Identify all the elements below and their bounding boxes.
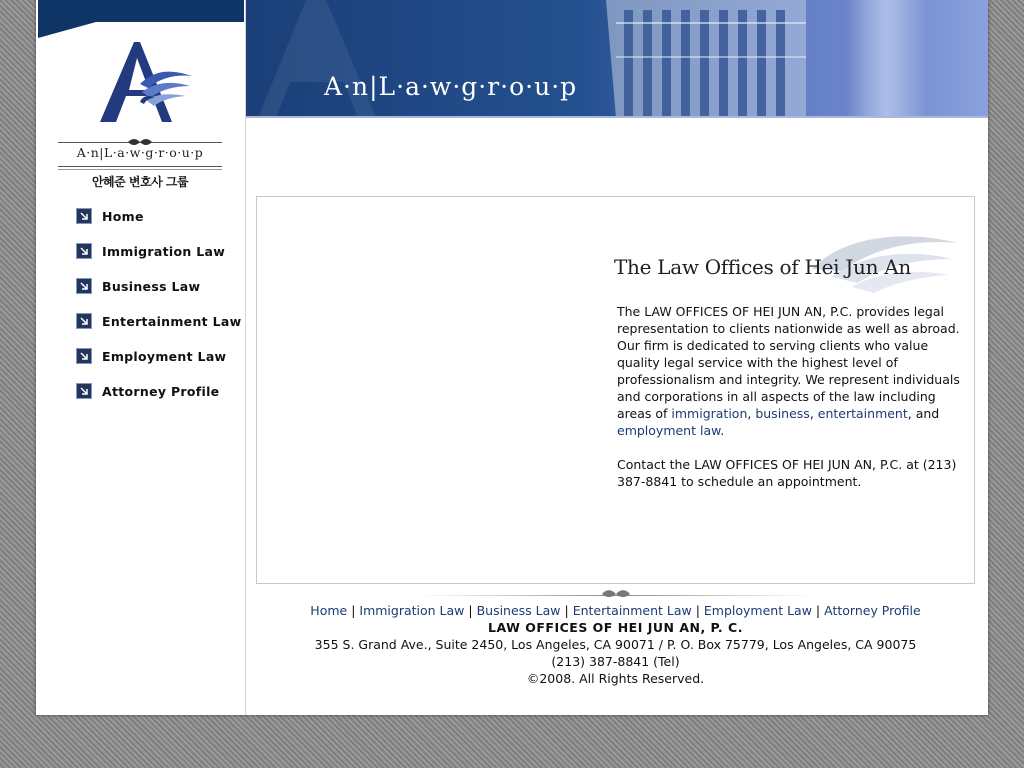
- sidebar-wordmark: [58, 138, 222, 172]
- footer-nav: [256, 602, 975, 619]
- footer-link-home[interactable]: Home: [310, 603, 348, 618]
- sidebar-item-label: Home: [102, 208, 144, 224]
- footer-ornament: [416, 588, 816, 600]
- arrow-box-icon: [76, 348, 92, 364]
- footer: [256, 602, 975, 687]
- sidebar-item-immigration-law[interactable]: [76, 241, 225, 261]
- header-banner: [246, 0, 988, 118]
- contact-paragraph: Contact the LAW OFFICES OF HEI JUN AN, P.C. at (213) 387-8841 to schedule an appointment.: [617, 457, 957, 489]
- sidebar-item-business-law[interactable]: [76, 276, 200, 296]
- sidebar-item-label: Entertainment Law: [102, 313, 242, 329]
- sidebar: [36, 0, 246, 715]
- arrow-box-icon: [76, 383, 92, 399]
- sep-comma: ,: [747, 406, 756, 421]
- arrow-box-icon: [76, 313, 92, 329]
- footer-link-immigration-law[interactable]: Immigration Law: [359, 603, 465, 618]
- sidebar-item-label: Immigration Law: [102, 243, 226, 259]
- footer-separator: |: [811, 603, 825, 618]
- sidebar-item-label: Employment Law: [102, 348, 227, 364]
- footer-address: 355 S. Grand Ave., Suite 2450, Los Angeles, CA 90071 / P. O. Box 75779, Los Angeles, CA 90075: [314, 637, 917, 652]
- period: .: [720, 423, 725, 438]
- banner-wordmark: A·n|L·a·w·g·r·o·u·p: [324, 72, 578, 101]
- sidebar-item-entertainment-law[interactable]: [76, 311, 241, 331]
- sidebar-wordmark-text: A·n|L·a·w·g·r·o·u·p: [76, 145, 204, 160]
- sidebar-item-label: Business Law: [102, 278, 201, 294]
- footer-link-entertainment-law[interactable]: Entertainment Law: [572, 603, 692, 618]
- sidebar-top-band: [38, 0, 244, 38]
- sidebar-item-home[interactable]: [76, 206, 144, 226]
- arrow-box-icon: [76, 243, 92, 259]
- footer-link-business-law[interactable]: Business Law: [476, 603, 561, 618]
- sidebar-item-attorney-profile[interactable]: [76, 381, 219, 401]
- page-title: The Law Offices of Hei Jun An: [614, 255, 911, 279]
- footer-separator: |: [464, 603, 477, 618]
- intro-paragraph: [617, 303, 969, 439]
- sep-comma: ,: [809, 406, 818, 421]
- main-content-box: [256, 196, 975, 584]
- sidebar-item-label: Attorney Profile: [102, 383, 220, 399]
- footer-phone: (213) 387-8841 (Tel): [551, 654, 680, 669]
- intro-text: The LAW OFFICES OF HEI JUN AN, P.C. provides legal representation to clients nationwide as well as abroad. Our firm is dedicated to serving clients who value quality legal service with the highest level of professionalism and integrity. We represent individuals and corporations in all aspects of the law including areas of: [617, 304, 960, 421]
- footer-separator: |: [560, 603, 573, 618]
- sep-and: , and: [907, 406, 940, 421]
- link-immigration[interactable]: immigration: [671, 406, 748, 421]
- link-entertainment[interactable]: entertainment: [817, 406, 908, 421]
- sidebar-item-employment-law[interactable]: [76, 346, 226, 366]
- footer-link-attorney-profile[interactable]: Attorney Profile: [824, 603, 921, 618]
- footer-separator: |: [347, 603, 360, 618]
- link-business[interactable]: business: [755, 406, 810, 421]
- arrow-box-icon: [76, 278, 92, 294]
- footer-link-employment-law[interactable]: Employment Law: [703, 603, 812, 618]
- arrow-box-icon: [76, 208, 92, 224]
- firm-logo: [96, 40, 196, 126]
- link-employment-law[interactable]: employment law: [617, 423, 721, 438]
- footer-firm-name: LAW OFFICES OF HEI JUN AN, P. C.: [488, 620, 743, 635]
- page-frame: [36, 0, 988, 715]
- footer-separator: |: [691, 603, 704, 618]
- footer-copyright: ©2008. All Rights Reserved.: [526, 671, 705, 686]
- korean-firm-name: 안혜준 변호사 그룹: [91, 175, 189, 189]
